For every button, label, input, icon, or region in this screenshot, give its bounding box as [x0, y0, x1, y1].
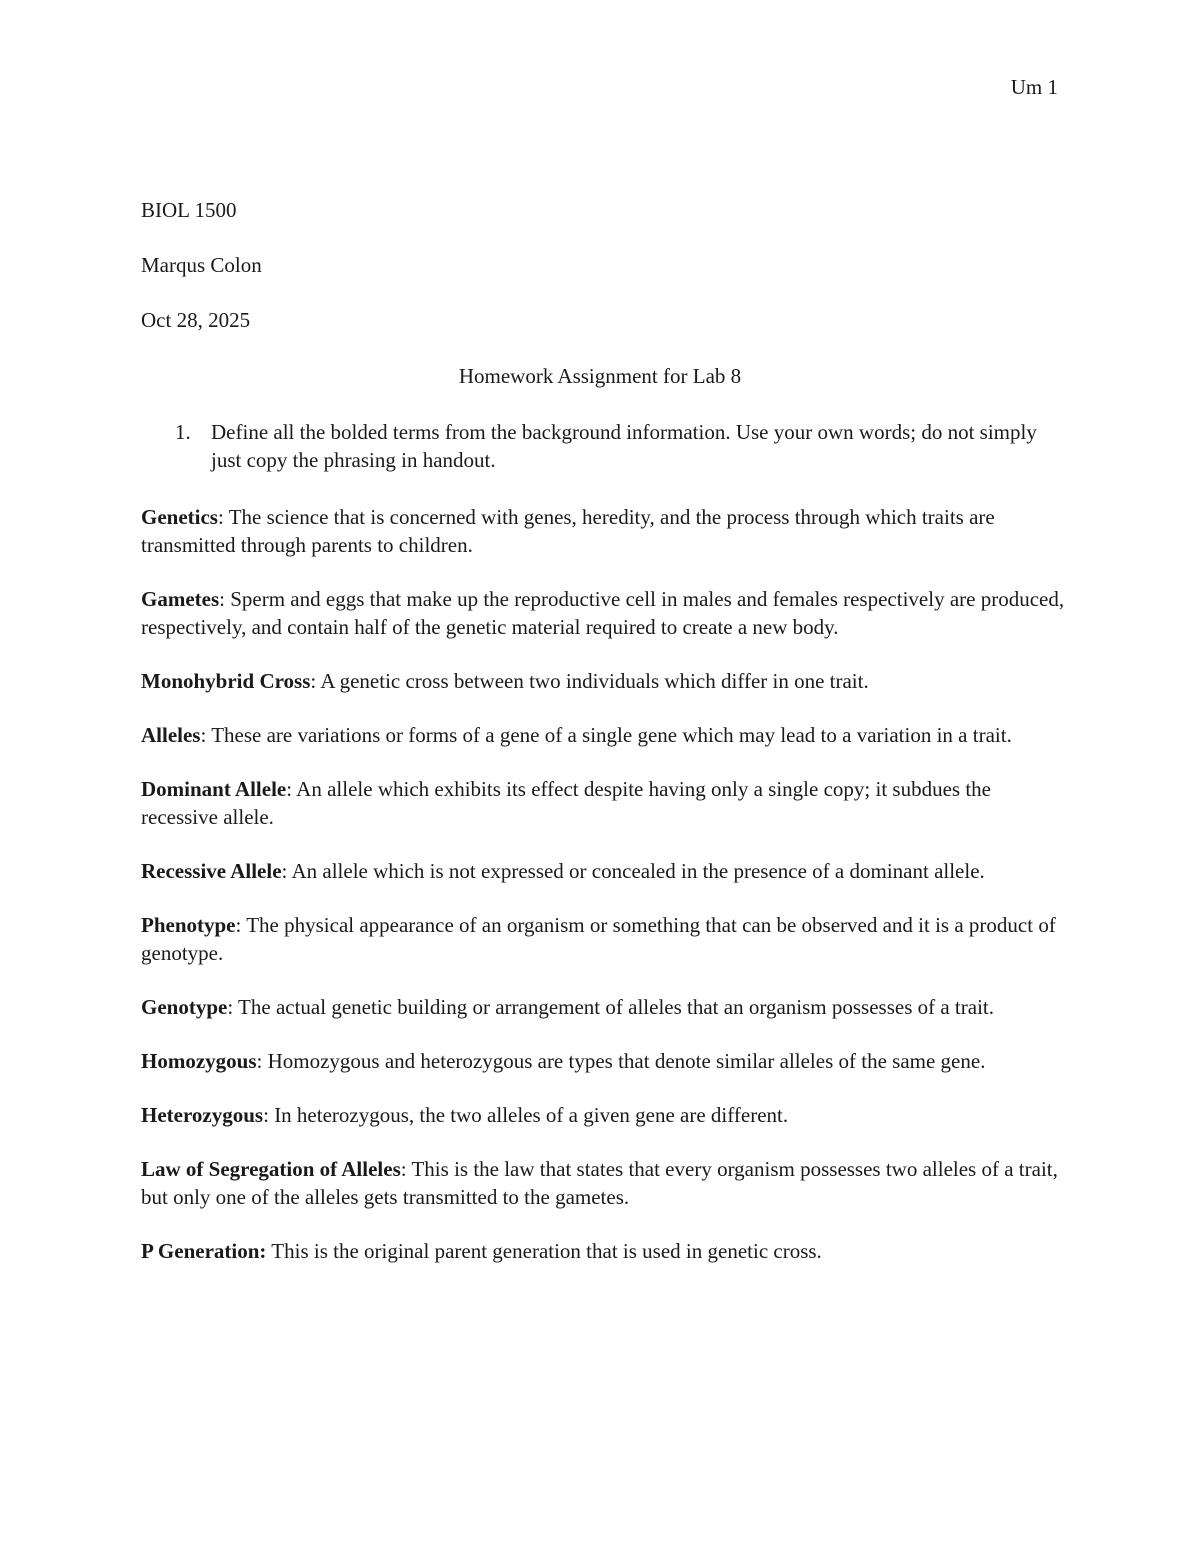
term-name: Recessive Allele [141, 859, 282, 883]
question-text: Define all the bolded terms from the background information. Use your own words; do not simply just copy the phrasing in handout. [211, 420, 1037, 472]
term-separator: : [310, 669, 317, 693]
term-separator: : [281, 859, 288, 883]
term-text: An allele which exhibits its effect despite having only a single copy; it subdues the recessive allele. [141, 777, 991, 829]
page-number: Um 1 [1010, 75, 1058, 99]
term-definition [141, 667, 1066, 695]
term-name: Homozygous [141, 1049, 257, 1073]
term-definition [141, 721, 1066, 749]
term-name: P Generation: [141, 1239, 267, 1263]
term-text: This is the law that states that every organism possesses two alleles of a trait, but only one of the alleles gets transmitted to the gametes. [141, 1157, 1058, 1209]
student-name: Marqus Colon [141, 253, 262, 277]
term-name: Dominant Allele [141, 777, 287, 801]
document-title: Homework Assignment for Lab 8 [458, 364, 742, 388]
term-definition [141, 1047, 1066, 1075]
question-item [141, 418, 1066, 474]
term-definition [141, 911, 1066, 967]
term-name: Gametes [141, 587, 220, 611]
term-definitions [141, 503, 1066, 1291]
term-text: Sperm and eggs that make up the reproductive cell in males and females respectively are produced, respectively, and contain half of the genetic material required to create a new body. [141, 587, 1065, 639]
term-separator: : [263, 1103, 269, 1127]
term-text: The science that is concerned with genes, heredity, and the process through which traits are transmitted through parents to children. [141, 505, 995, 557]
term-separator: : [219, 587, 225, 611]
term-name: Genotype [141, 995, 228, 1019]
term-definition [141, 993, 1066, 1021]
term-text: This is the original parent generation that is used in genetic cross. [266, 1239, 822, 1263]
term-separator: : [400, 1157, 407, 1181]
term-definition [141, 585, 1066, 641]
term-separator: : [227, 995, 234, 1019]
term-text: Homozygous and heterozygous are types that denote similar alleles of the same gene. [262, 1049, 986, 1073]
term-name: Genetics [141, 505, 218, 529]
term-name: Monohybrid Cross [141, 669, 311, 693]
term-text: A genetic cross between two individuals which differ in one trait. [316, 669, 869, 693]
term-definition [141, 1237, 1066, 1265]
term-name: Heterozygous [141, 1103, 264, 1127]
term-definition [141, 857, 1066, 885]
term-separator: : [200, 723, 207, 747]
term-name: Law of Segregation of Alleles [141, 1157, 401, 1181]
term-definition [141, 1101, 1066, 1129]
date: Oct 28, 2025 [141, 308, 251, 332]
term-definition [141, 775, 1066, 831]
term-separator: : [217, 505, 224, 529]
term-definition [141, 1155, 1066, 1211]
term-separator: : [286, 777, 293, 801]
term-text: In heterozygous, the two alleles of a given gene are different. [268, 1103, 789, 1127]
term-text: An allele which is not expressed or concealed in the presence of a dominant allele. [287, 859, 985, 883]
term-text: These are variations or forms of a gene of a single gene which may lead to a variation in a trait. [206, 723, 1012, 747]
term-text: The actual genetic building or arrangement of alleles that an organism possesses of a trait. [233, 995, 994, 1019]
term-name: Phenotype [141, 913, 236, 937]
question-number: 1. [175, 420, 191, 444]
term-definition [141, 503, 1066, 559]
heading-block [141, 196, 262, 361]
term-name: Alleles [141, 723, 201, 747]
term-separator: : [256, 1049, 263, 1073]
course-code: BIOL 1500 [141, 198, 237, 222]
term-separator: : [235, 913, 242, 937]
term-text: The physical appearance of an organism or something that can be observed and it is a product of genotype. [141, 913, 1056, 965]
